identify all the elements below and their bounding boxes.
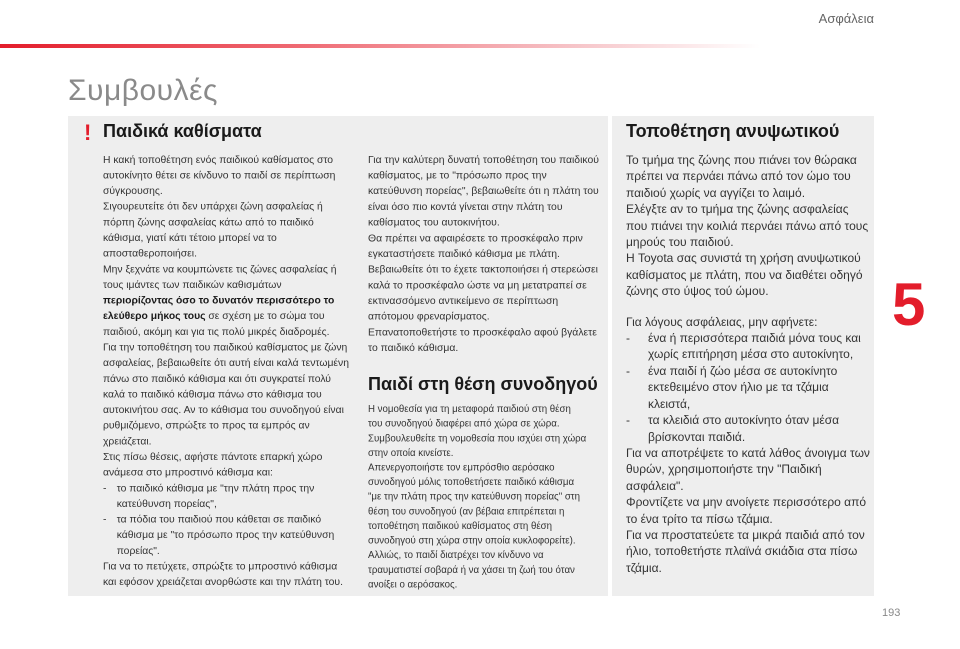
paragraph: Για την καλύτερη δυνατή τοποθέτηση του παιδικού καθίσματος, με το "πρόσωπο προς την κατεύθυνση πορείας", βεβαιωθείτε ότι η πλάτη του είναι όσο πιο κοντά γίνεται στην πλάτη του καθίσματος του αυτοκινήτου.	[368, 153, 599, 229]
page-title: Συμβουλές	[68, 74, 218, 107]
paragraph: Για να το πετύχετε, σπρώξτε το μπροστινό κάθισμα και εφόσον χρειάζεται ανορθώστε και την πλάτη του.	[103, 560, 343, 589]
list-dash: -	[626, 413, 630, 428]
paragraph: Το τμήμα της ζώνης που πιάνει τον θώρακα πρέπει να περνάει πάνω από τον ώμο του παιδιού χωρίς να αγγίζει το λαιμό.	[626, 153, 857, 200]
list-item-text: ένα ή περισσότερα παιδιά μόνα τους και χωρίς επιτήρηση μέσα στο αυτοκίνητο,	[648, 331, 861, 362]
paragraph: Στις πίσω θέσεις, αφήστε πάντοτε επαρκή χώρο ανάμεσα στο μπροστινό κάθισμα και:	[103, 451, 323, 479]
emphasis-text: περιορίζοντας όσο το δυνατόν περισσότερο το ελεύθερο μήκος τους	[103, 294, 335, 323]
list-item-text: το παιδικό κάθισμα με "την πλάτη προς την κατεύθυνση πορείας",	[116, 482, 315, 510]
child-seats-column-2	[368, 152, 603, 356]
paragraph: Απενεργοποιήστε τον εμπρόσθιο αερόσακο συνοδηγού μόλις τοποθετήσετε παιδικό κάθισμα "με την πλάτη προς την κατεύθυνση πορείας" στη θέση του συνοδηγού (αν βέβαια επιτρέπεται η τοποθέτηση παιδικού καθίσματος στη θέση συνοδηγού στη χώρα στην οποία κυκλοφορείτε). Αλλιώς, το παιδί διατρέχει τον κίνδυνο να τραυματιστεί σοβαρά ή να χάσει τη ζωή του όταν ανοίξει ο αερόσακος.	[368, 462, 581, 591]
child-seats-column-1	[103, 152, 352, 590]
paragraph: Ελέγξτε αν το τμήμα της ζώνης ασφαλείας που πιάνει την κοιλιά περνάει πάνω από τους μηρούς του παιδιού.	[626, 202, 869, 250]
paragraph: Θα πρέπει να αφαιρέσετε το προσκέφαλο πριν εγκαταστήσετε παιδικό κάθισμα με πλάτη.	[368, 232, 583, 260]
paragraph: Για λόγους ασφάλειας, μην αφήνετε:	[626, 314, 818, 329]
list-item	[626, 363, 871, 412]
paragraph: Φροντίζετε να μην ανοίγετε περισσότερο από το ένα τρίτο τα πίσω τζάμια.	[626, 495, 867, 526]
list-item	[626, 412, 871, 445]
spacer	[626, 300, 871, 314]
list-dash: -	[103, 513, 107, 526]
page-number: 193	[882, 607, 901, 619]
booster-text	[626, 152, 871, 576]
paragraph: Η Toyota σας συνιστά τη χρήση ανυψωτικού καθίσματος με πλάτη, που να διαθέτει οδηγό ζώνης στο ύψος τού ώμου.	[626, 251, 863, 299]
paragraph: Βεβαιωθείτε ότι το έχετε τακτοποιήσει ή στερεώσει καλά το προσκέφαλο ώστε να μη μετατραπεί σε εκτινασσόμενο αντικείμενο σε περίπτωση απότομου φρεναρίσματος.	[368, 263, 598, 323]
list-item-text: τα πόδια του παιδιού που κάθεται σε παιδικό κάθισμα με "το πρόσωπο προς την κατεύθυνση πορείας".	[116, 513, 335, 557]
list-item	[103, 481, 352, 512]
list-dash: -	[103, 482, 107, 495]
list-item	[103, 512, 352, 559]
list-item-text: ένα παιδί ή ζώο μέσα σε αυτοκίνητο εκτεθειμένο στον ήλιο με τα τζάμια κλειστά,	[648, 363, 838, 411]
text: Μην ξεχνάτε να κουμπώνετε τις ζώνες ασφαλείας ή τους ιμάντες των παιδικών καθισμάτων	[103, 263, 337, 291]
section-name: Ασφάλεια	[818, 11, 874, 26]
list-dash: -	[626, 331, 630, 346]
paragraph: Για να προστατεύετε τα μικρά παιδιά από τον ήλιο, τοποθετήστε πλαϊνά σκιάδια στα πίσω τζάμια.	[626, 527, 865, 575]
front-passenger-text	[368, 402, 587, 592]
header-accent-bar	[0, 44, 760, 48]
paragraph: Η κακή τοποθέτηση ενός παιδικού καθίσματος στο αυτοκίνητο θέτει σε κίνδυνο το παιδί σε περίπτωση σύγκρουσης.	[103, 153, 336, 197]
front-passenger-heading: Παιδί στη θέση συνοδηγού	[368, 374, 598, 394]
chapter-number: 5	[892, 271, 926, 338]
warning-icon: !	[84, 120, 92, 145]
list-item	[626, 330, 871, 363]
child-seats-heading: Παιδικά καθίσματα	[103, 121, 262, 141]
paragraph: Σιγουρευτείτε ότι δεν υπάρχει ζώνη ασφαλείας ή πόρπη ζώνης ασφαλείας κάτω από το παιδικό κάθισμα, γιατί κάτι τέτοιο μπορεί να το αποσταθεροποιήσει.	[103, 200, 323, 260]
paragraph: Για την τοποθέτηση του παιδικού καθίσματος με ζώνη ασφαλείας, βεβαιωθείτε ότι αυτή είναι καλά τεντωμένη πάνω στο παιδικό κάθισμα και ότι συγκρατεί πολύ καλά το παιδικό κάθισμα πάνω στο κάθισμα του αυτοκινήτου σας. Αν το κάθισμα του συνοδηγού είναι ρυθμιζόμενο, σπρώξτε το προς τα εμπρός αν χρειάζεται.	[103, 341, 349, 448]
text: σε σχέση με το σώμα του παιδιού, ακόμη και για τις πολύ μικρές διαδρομές.	[103, 310, 330, 338]
list-item-text: τα κλειδιά στο αυτοκίνητο όταν μέσα βρίσκονται παιδιά.	[648, 413, 840, 444]
paragraph: Για να αποτρέψετε το κατά λάθος άνοιγμα των θυρών, χρησιμοποιήστε την "Παιδική ασφάλεια".	[626, 445, 870, 493]
list-dash: -	[626, 363, 630, 378]
paragraph: Επανατοποθετήστε το προσκέφαλο αφού βγάλετε το παιδικό κάθισμα.	[368, 326, 597, 355]
booster-heading: Τοποθέτηση ανυψωτικού	[626, 121, 840, 141]
paragraph: Η νομοθεσία για τη μεταφορά παιδιού στη θέση του συνοδηγού διαφέρει από χώρα σε χώρα. Συμβουλευθείτε τη νομοθεσία που ισχύει στη χώρα στην οποία κινείστε.	[368, 403, 587, 459]
paragraph	[103, 262, 352, 340]
